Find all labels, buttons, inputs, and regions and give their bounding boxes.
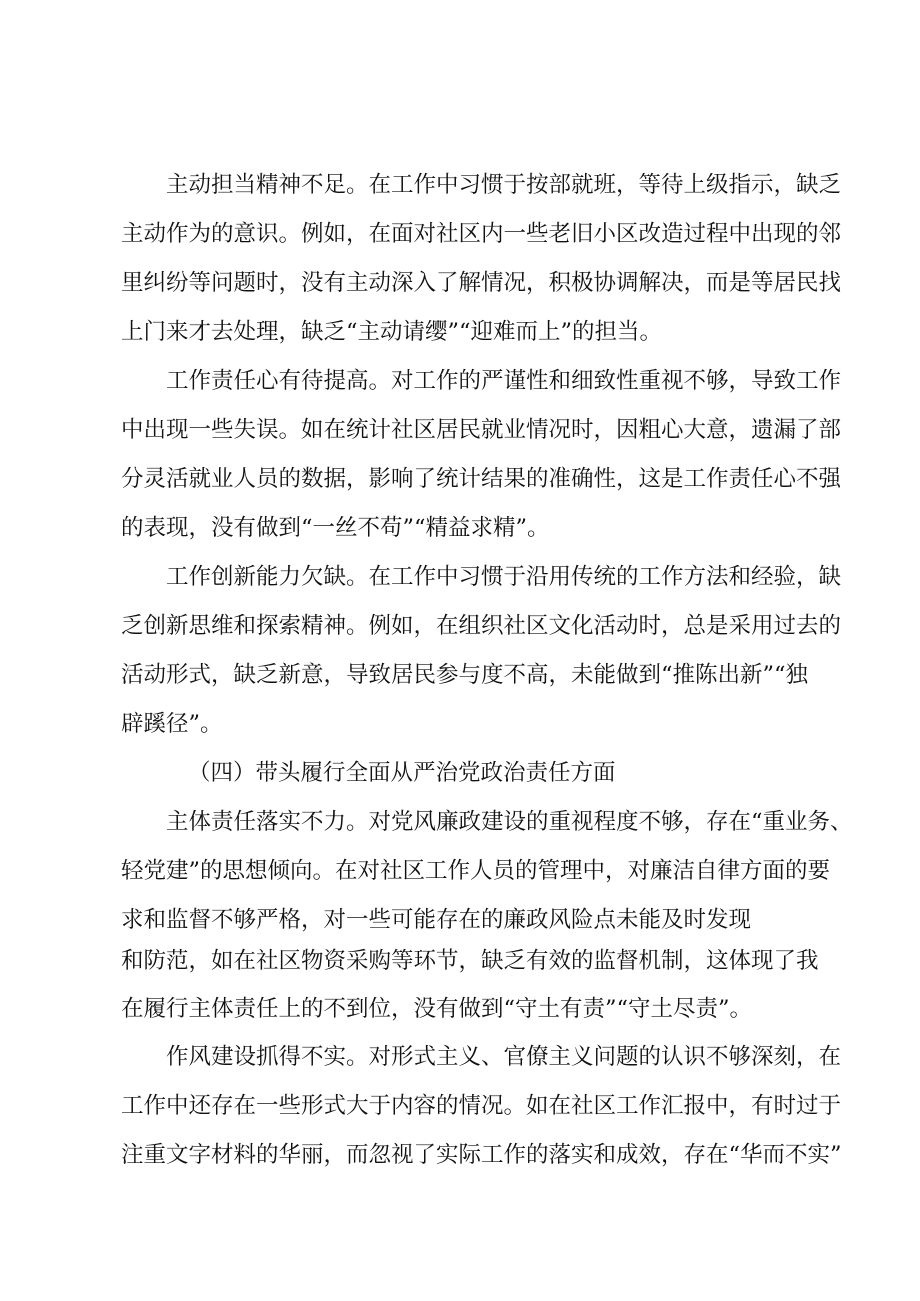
paragraph-5-line-1: 作风建设抓得不实。对形式主义、官僚主义问题的认识不够深刻，在 [166,1044,842,1070]
paragraph-3-line-1: 工作创新能力欠缺。在工作中习惯于沿用传统的工作方法和经验，缺 [166,564,842,590]
paragraph-2-line-4: 的表现，没有做到“一丝不苟”“精益求精”。 [121,515,550,541]
paragraph-2-line-1: 工作责任心有待提高。对工作的严谨性和细致性重视不够，导致工作 [166,368,842,394]
paragraph-3-line-4: 辟蹊径”。 [121,711,223,737]
paragraph-4-line-3: 求和监督不够严格，对一些可能存在的廉政风险点未能及时发现 [121,907,752,933]
paragraph-3-line-2: 乏创新思维和探索精神。例如，在组织社区文化活动时，总是采用过去的 [121,613,842,639]
paragraph-1-line-1: 主动担当精神不足。在工作中习惯于按部就班，等待上级指示，缺乏 [166,172,842,198]
paragraph-4-line-4: 和防范，如在社区物资采购等环节，缺乏有效的监督机制，这体现了我 [121,948,819,974]
paragraph-2-line-2: 中出现一些失误。如在统计社区居民就业情况时，因粗心大意，遗漏了部 [121,417,842,443]
section-heading: （四）带头履行全面从严治党政治责任方面 [188,760,616,786]
paragraph-3-line-3: 活动形式，缺乏新意，导致居民参与度不高，未能做到“推陈出新”“独 [121,662,809,688]
paragraph-5-line-2: 工作中还存在一些形式大于内容的情况。如在社区工作汇报中，有时过于 [121,1093,842,1119]
paragraph-4-line-1: 主体责任落实不力。对党风廉政建设的重视程度不够，存在“重业务、 [166,809,853,835]
paragraph-1-line-4: 上门来才去处理，缺乏“主动请缨”“迎难而上”的担当。 [121,319,663,345]
paragraph-5-line-3: 注重文字材料的华丽，而忽视了实际工作的落实和成效，存在“华而不实” [121,1142,842,1168]
paragraph-1-line-2: 主动作为的意识。例如，在面对社区内一些老旧小区改造过程中出现的邻 [121,221,842,247]
paragraph-2-line-3: 分灵活就业人员的数据，影响了统计结果的准确性，这是工作责任心不强 [121,466,842,492]
paragraph-4-line-2: 轻党建”的思想倾向。在对社区工作人员的管理中，对廉洁自律方面的要 [121,858,831,884]
paragraph-4-line-5: 在履行主体责任上的不到位，没有做到“守土有责”“守土尽责”。 [121,996,753,1022]
paragraph-1-line-3: 里纠纷等问题时，没有主动深入了解情况，积极协调解决，而是等居民找 [121,270,842,296]
